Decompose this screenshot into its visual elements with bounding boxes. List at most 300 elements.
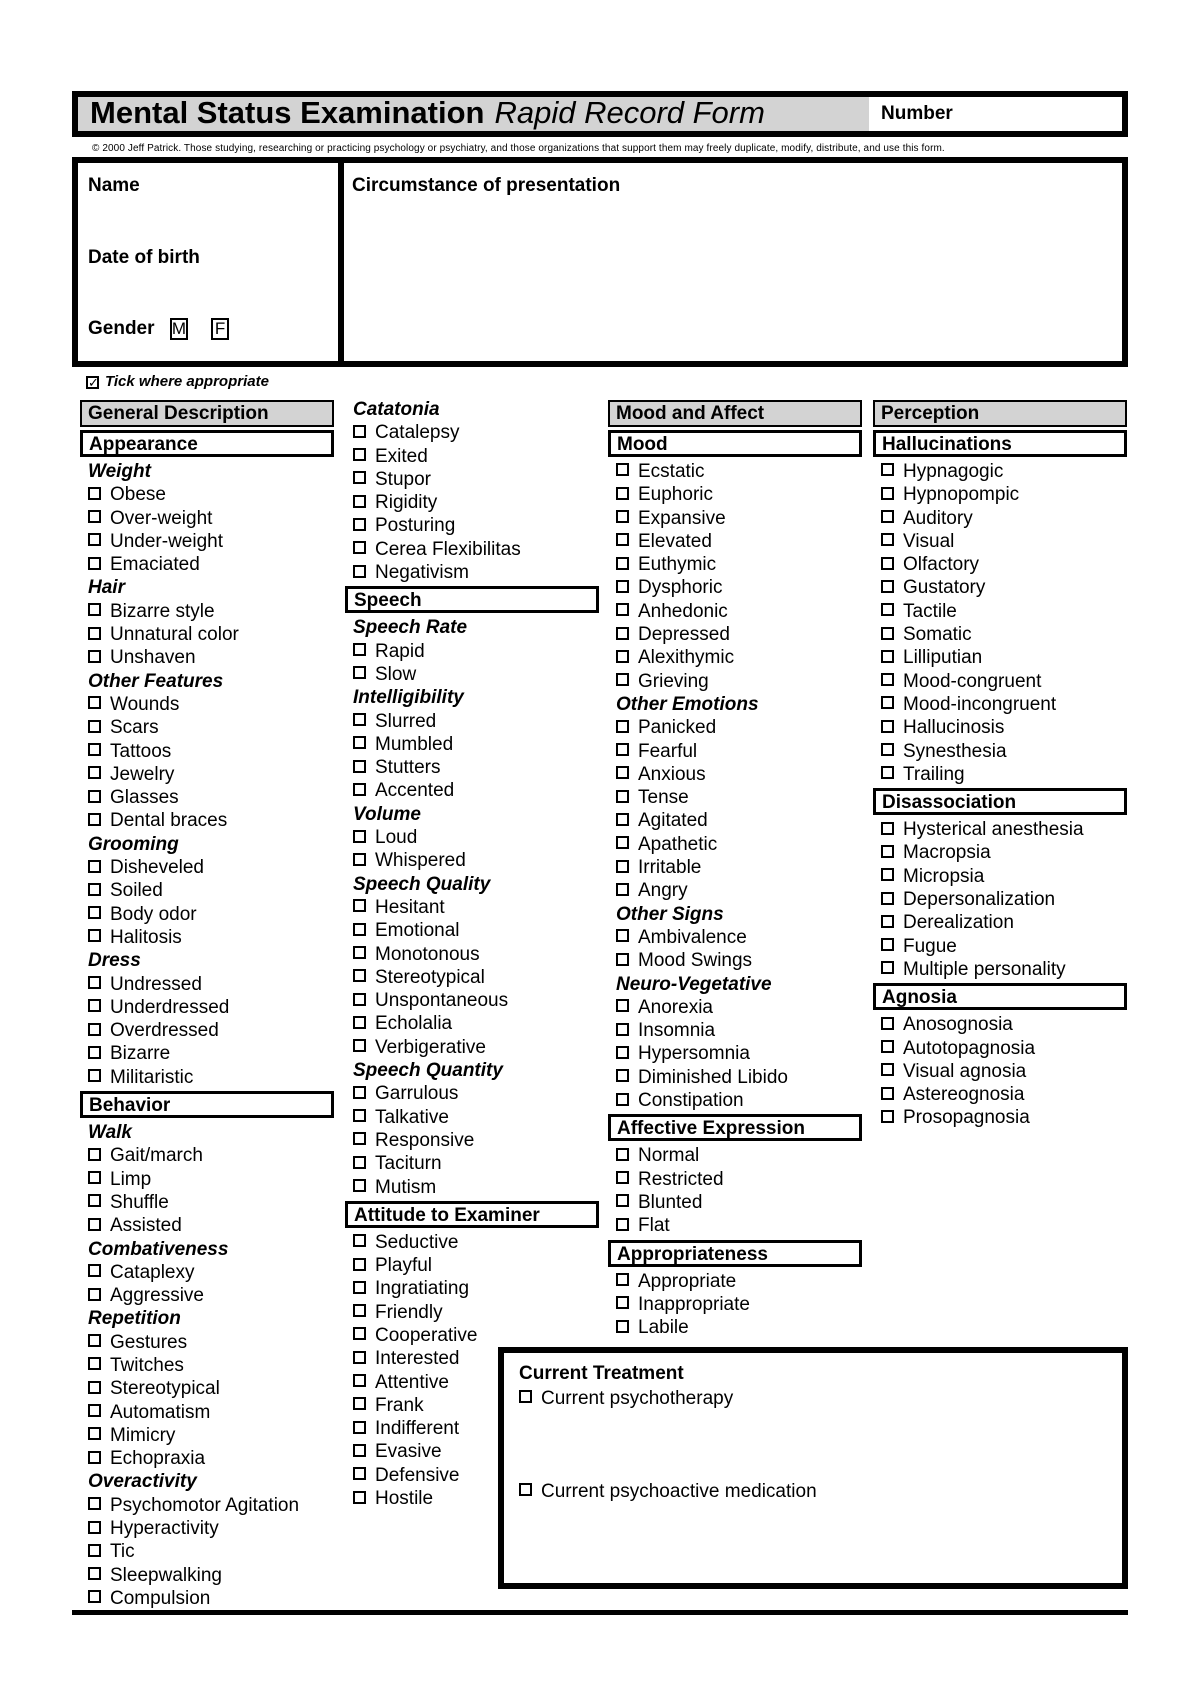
checklist-item-ingratiating[interactable]	[345, 1277, 599, 1300]
checkbox[interactable]	[616, 557, 629, 570]
checkbox[interactable]	[881, 938, 894, 951]
checkbox[interactable]	[88, 720, 101, 733]
checkbox[interactable]	[88, 1171, 101, 1184]
checkbox[interactable]	[353, 736, 366, 749]
checklist-item-over-weight[interactable]	[80, 507, 334, 530]
checkbox[interactable]	[353, 713, 366, 726]
checkbox[interactable]	[616, 1171, 629, 1184]
checklist-item-depersonalization[interactable]	[873, 888, 1127, 911]
item-label: Unspontaneous	[375, 990, 509, 1012]
checklist-item-undressed[interactable]	[80, 973, 334, 996]
checklist-item-olfactory[interactable]	[873, 553, 1127, 576]
checklist-item-blunted[interactable]	[608, 1191, 862, 1214]
checklist-item-angry[interactable]	[608, 879, 862, 902]
checklist-item-ecstatic[interactable]	[608, 460, 862, 483]
checklist-item-hesitant[interactable]	[345, 896, 599, 919]
checkbox[interactable]	[616, 813, 629, 826]
checklist-item-hyperactivity[interactable]	[80, 1517, 334, 1540]
checklist-item-unshaven[interactable]	[80, 646, 334, 669]
checklist-item-macropsia[interactable]	[873, 841, 1127, 864]
checklist-item-euphoric[interactable]	[608, 483, 862, 506]
item-label: Catalepsy	[375, 422, 460, 444]
checklist-item-mumbled[interactable]	[345, 733, 599, 756]
checklist-item-mood-incongruent[interactable]	[873, 693, 1127, 716]
checkbox[interactable]	[881, 868, 894, 881]
checklist-item-cataplexy[interactable]	[80, 1261, 334, 1284]
checklist-item-emaciated[interactable]	[80, 553, 334, 576]
checklist-item-multiple-personality[interactable]	[873, 958, 1127, 981]
checkbox[interactable]	[353, 760, 366, 773]
checkbox[interactable]	[88, 1544, 101, 1557]
checklist-item-loud[interactable]	[345, 826, 599, 849]
checklist-item-hysterical-anesthesia[interactable]	[873, 818, 1127, 841]
checklist-item-fearful[interactable]	[608, 740, 862, 763]
checklist-item-slow[interactable]	[345, 663, 599, 686]
checklist-item-disheveled[interactable]	[80, 856, 334, 879]
item-label: Synesthesia	[903, 740, 1007, 762]
checklist-item-accented[interactable]	[345, 779, 599, 802]
checklist-item-depressed[interactable]	[608, 623, 862, 646]
checkbox[interactable]	[616, 1296, 629, 1309]
checkbox[interactable]	[616, 1273, 629, 1286]
item-label: Unnatural color	[110, 624, 239, 646]
checkbox[interactable]	[881, 510, 894, 523]
checklist-item-automatism[interactable]	[80, 1401, 334, 1424]
checklist-item-expansive[interactable]	[608, 507, 862, 530]
item-label: Militaristic	[110, 1066, 194, 1088]
checklist-item-monotonous[interactable]	[345, 943, 599, 966]
checklist-item-inappropriate[interactable]	[608, 1293, 862, 1316]
checkbox[interactable]	[616, 1194, 629, 1207]
checklist-item-mood-swings[interactable]	[608, 949, 862, 972]
checklist-item-panicked[interactable]	[608, 716, 862, 739]
checklist-item-whispered[interactable]	[345, 849, 599, 872]
checklist-item-glasses[interactable]	[80, 786, 334, 809]
checkbox[interactable]	[616, 1320, 629, 1333]
checkbox[interactable]	[88, 743, 101, 756]
checklist-item-aggressive[interactable]	[80, 1284, 334, 1307]
checklist-item-appropriate[interactable]	[608, 1270, 862, 1293]
checklist-item-tactile[interactable]	[873, 600, 1127, 623]
checkbox[interactable]	[353, 666, 366, 679]
item-label: Tactile	[903, 600, 957, 622]
checklist-item-stereotypical[interactable]	[80, 1377, 334, 1400]
checklist-item-soiled[interactable]	[80, 879, 334, 902]
info-divider	[338, 163, 344, 361]
checkbox[interactable]	[353, 1156, 366, 1169]
checklist-item-echopraxia[interactable]	[80, 1447, 334, 1470]
checkbox[interactable]	[88, 1357, 101, 1370]
checkbox[interactable]	[88, 557, 101, 570]
checklist-item-shuffle[interactable]	[80, 1191, 334, 1214]
checkbox[interactable]	[88, 1264, 101, 1277]
checkbox[interactable]	[881, 892, 894, 905]
checklist-item-responsive[interactable]	[345, 1129, 599, 1152]
current-psychotherapy-item[interactable]	[519, 1388, 733, 1410]
checklist-item-stupor[interactable]	[345, 468, 599, 491]
checkbox[interactable]	[353, 946, 366, 959]
checkbox[interactable]	[88, 1590, 101, 1603]
checkbox[interactable]	[616, 790, 629, 803]
checkbox[interactable]	[616, 1148, 629, 1161]
checkbox[interactable]	[353, 1086, 366, 1099]
checkbox[interactable]	[88, 1497, 101, 1510]
checklist-item-talkative[interactable]	[345, 1106, 599, 1129]
checklist-item-unnatural-color[interactable]	[80, 623, 334, 646]
checkbox[interactable]	[353, 1179, 366, 1192]
checkbox[interactable]	[88, 1451, 101, 1464]
checkbox[interactable]	[88, 813, 101, 826]
item-label: Body odor	[110, 903, 197, 925]
checklist-item-flat[interactable]	[608, 1214, 862, 1237]
checklist-item-mutism[interactable]	[345, 1176, 599, 1199]
checklist-item-hypnopompic[interactable]	[873, 483, 1127, 506]
item-label: Mood Swings	[638, 950, 753, 972]
checklist-item-trailing[interactable]	[873, 763, 1127, 786]
checkbox[interactable]	[88, 976, 101, 989]
checklist-item-diminished-libido[interactable]	[608, 1066, 862, 1089]
checkbox[interactable]	[353, 448, 366, 461]
checkbox[interactable]	[881, 822, 894, 835]
checkbox[interactable]	[881, 961, 894, 974]
checklist-item-overdressed[interactable]	[80, 1019, 334, 1042]
checkbox[interactable]	[88, 1069, 101, 1082]
checkbox[interactable]	[88, 1148, 101, 1161]
checklist-item-euthymic[interactable]	[608, 553, 862, 576]
checkbox[interactable]	[88, 1521, 101, 1534]
item-label: Somatic	[903, 624, 972, 646]
checkbox[interactable]	[353, 471, 366, 484]
subheading-volume: Volume	[353, 803, 421, 825]
checkbox[interactable]	[88, 1334, 101, 1347]
checkbox[interactable]	[88, 906, 101, 919]
checkbox[interactable]	[616, 860, 629, 873]
checkbox[interactable]	[88, 627, 101, 640]
column-perception	[873, 398, 1127, 1130]
checklist-item-fugue[interactable]	[873, 935, 1127, 958]
checkbox[interactable]	[88, 1218, 101, 1231]
checklist-item-prosopagnosia[interactable]	[873, 1106, 1127, 1129]
checkbox[interactable]	[616, 627, 629, 640]
checkbox[interactable]	[88, 1404, 101, 1417]
checklist-item-assisted[interactable]	[80, 1214, 334, 1237]
checkbox[interactable]	[353, 830, 366, 843]
checklist-item-dental-braces[interactable]	[80, 809, 334, 832]
checkbox[interactable]	[353, 969, 366, 982]
checklist-item-halitosis[interactable]	[80, 926, 334, 949]
checkbox[interactable]	[881, 1063, 894, 1076]
checkbox[interactable]	[353, 1444, 366, 1457]
checkbox[interactable]	[88, 929, 101, 942]
checkbox[interactable]	[353, 541, 366, 554]
checkbox[interactable]	[88, 790, 101, 803]
checkbox[interactable]	[88, 999, 101, 1012]
checkbox[interactable]	[353, 1327, 366, 1340]
checkbox[interactable]	[353, 899, 366, 912]
subheading-other-signs: Other Signs	[616, 903, 724, 925]
checkbox[interactable]	[88, 650, 101, 663]
checklist-item-insomnia[interactable]	[608, 1019, 862, 1042]
checklist-item-cerea-flexibilitas[interactable]	[345, 538, 599, 561]
checkbox[interactable]	[616, 463, 629, 476]
checkbox[interactable]	[616, 953, 629, 966]
checklist-item-stutters[interactable]	[345, 756, 599, 779]
checklist-item-somatic[interactable]	[873, 623, 1127, 646]
checklist-item-gait-march[interactable]	[80, 1144, 334, 1167]
checkbox[interactable]	[616, 580, 629, 593]
checklist-item-mood-congruent[interactable]	[873, 670, 1127, 693]
checklist-item-auditory[interactable]	[873, 507, 1127, 530]
checkbox[interactable]	[881, 1110, 894, 1123]
checklist-item-exited[interactable]	[345, 445, 599, 468]
checklist-item-wounds[interactable]	[80, 693, 334, 716]
checklist-item-verbigerative[interactable]	[345, 1036, 599, 1059]
checkbox[interactable]	[88, 1194, 101, 1207]
checkbox[interactable]	[353, 1281, 366, 1294]
checkbox[interactable]	[519, 1483, 532, 1496]
item-label: Hypnagogic	[903, 461, 1004, 482]
checklist-item-tattoos[interactable]	[80, 740, 334, 763]
checklist-item-seductive[interactable]	[345, 1231, 599, 1254]
checklist-item-rapid[interactable]	[345, 640, 599, 663]
item-label: Cataplexy	[110, 1261, 195, 1283]
item-label: Olfactory	[903, 554, 980, 576]
checkbox[interactable]	[88, 487, 101, 500]
checklist-item-tic[interactable]	[80, 1540, 334, 1563]
checkbox[interactable]	[881, 766, 894, 779]
checkbox[interactable]	[881, 487, 894, 500]
checklist-item-ambivalence[interactable]	[608, 926, 862, 949]
checkbox[interactable]	[616, 743, 629, 756]
checkbox[interactable]	[353, 425, 366, 438]
checklist-item-autotopagnosia[interactable]	[873, 1037, 1127, 1060]
checkbox[interactable]	[353, 1258, 366, 1271]
checklist-item-underdressed[interactable]	[80, 996, 334, 1019]
current-medication-item[interactable]	[519, 1481, 817, 1503]
checklist-item-anosognosia[interactable]	[873, 1013, 1127, 1036]
checkbox[interactable]	[616, 487, 629, 500]
checkbox[interactable]	[88, 1023, 101, 1036]
checklist-item-slurred[interactable]	[345, 710, 599, 733]
checkbox[interactable]	[881, 743, 894, 756]
checkbox[interactable]	[881, 627, 894, 640]
checkbox[interactable]	[88, 883, 101, 896]
checklist-item-anhedonic[interactable]	[608, 600, 862, 623]
checklist-item-psychomotor-agitation[interactable]	[80, 1494, 334, 1517]
checkbox[interactable]	[353, 518, 366, 531]
checklist-item-compulsion[interactable]	[80, 1587, 334, 1610]
checklist-item-normal[interactable]	[608, 1144, 862, 1167]
checkbox[interactable]	[616, 999, 629, 1012]
checkbox[interactable]	[353, 783, 366, 796]
checkbox[interactable]	[519, 1390, 532, 1403]
checklist-item-friendly[interactable]	[345, 1301, 599, 1324]
checklist-item-jewelry[interactable]	[80, 763, 334, 786]
checklist-item-rigidity[interactable]	[345, 491, 599, 514]
checkbox[interactable]	[616, 1023, 629, 1036]
checkbox[interactable]	[353, 565, 366, 578]
checklist-item-echolalia[interactable]	[345, 1012, 599, 1035]
checklist-item-dysphoric[interactable]	[608, 576, 862, 599]
checklist-item-hypersomnia[interactable]	[608, 1042, 862, 1065]
checkbox[interactable]	[616, 673, 629, 686]
item-label: Visual agnosia	[903, 1060, 1027, 1082]
checklist-item-anorexia[interactable]	[608, 996, 862, 1019]
checkbox[interactable]	[881, 650, 894, 663]
checklist-item-posturing[interactable]	[345, 514, 599, 537]
checkbox[interactable]	[88, 860, 101, 873]
checkbox[interactable]	[88, 1381, 101, 1394]
checklist-item-bizarre[interactable]	[80, 1042, 334, 1065]
checklist-item-negativism[interactable]	[345, 561, 599, 584]
checklist-item-hallucinosis[interactable]	[873, 716, 1127, 739]
checkbox[interactable]	[353, 1109, 366, 1122]
checklist-item-micropsia[interactable]	[873, 865, 1127, 888]
checklist-item-grieving[interactable]	[608, 670, 862, 693]
checkbox[interactable]	[616, 929, 629, 942]
checkbox[interactable]	[88, 1046, 101, 1059]
checklist-item-militaristic[interactable]	[80, 1066, 334, 1089]
checkbox[interactable]	[88, 603, 101, 616]
gender-m-checkbox[interactable]: M	[171, 319, 186, 338]
checkbox[interactable]	[353, 1374, 366, 1387]
checkbox[interactable]	[616, 1093, 629, 1106]
item-label: Emotional	[375, 920, 460, 942]
checkbox[interactable]	[881, 463, 894, 476]
subheading-repetition: Repetition	[88, 1308, 181, 1330]
checklist-item-mimicry[interactable]	[80, 1424, 334, 1447]
checkbox[interactable]	[881, 1017, 894, 1030]
checklist-item-sleepwalking[interactable]	[80, 1564, 334, 1587]
checkbox[interactable]	[353, 923, 366, 936]
checklist-item-visual-agnosia[interactable]	[873, 1060, 1127, 1083]
checklist-item-bizarre-style[interactable]	[80, 600, 334, 623]
checklist-item-synesthesia[interactable]	[873, 740, 1127, 763]
checkbox[interactable]	[88, 766, 101, 779]
checklist-item-gustatory[interactable]	[873, 576, 1127, 599]
checkbox[interactable]	[353, 1039, 366, 1052]
subheading-intelligibility: Intelligibility	[353, 687, 464, 709]
item-label: Friendly	[375, 1301, 443, 1323]
checklist-item-visual[interactable]	[873, 530, 1127, 553]
checklist-item-body-odor[interactable]	[80, 903, 334, 926]
checkbox[interactable]	[616, 510, 629, 523]
subheading-grooming: Grooming	[88, 833, 179, 855]
checklist-item-apathetic[interactable]	[608, 833, 862, 856]
checkbox[interactable]	[881, 915, 894, 928]
checklist-item-twitches[interactable]	[80, 1354, 334, 1377]
checkbox[interactable]	[616, 836, 629, 849]
checklist-item-cooperative[interactable]	[345, 1324, 599, 1347]
item-label: Current psychoactive medication	[541, 1481, 817, 1502]
checkbox[interactable]	[353, 1016, 366, 1029]
checklist-item-agitated[interactable]	[608, 809, 862, 832]
checkbox[interactable]	[353, 495, 366, 508]
checkbox[interactable]	[881, 580, 894, 593]
checklist-item-limp[interactable]	[80, 1168, 334, 1191]
checkbox[interactable]	[616, 1069, 629, 1082]
checklist-item-scars[interactable]	[80, 716, 334, 739]
checkbox[interactable]	[616, 883, 629, 896]
checkbox[interactable]	[353, 1491, 366, 1504]
item-label: Shuffle	[110, 1191, 169, 1213]
checklist-item-astereognosia[interactable]	[873, 1083, 1127, 1106]
checkbox[interactable]	[353, 1397, 366, 1410]
checkbox[interactable]	[616, 766, 629, 779]
checkbox[interactable]	[353, 1421, 366, 1434]
checklist-item-taciturn[interactable]	[345, 1152, 599, 1175]
item-label: Hostile	[375, 1488, 434, 1510]
checkbox[interactable]	[616, 650, 629, 663]
checkbox[interactable]	[353, 643, 366, 656]
checkbox[interactable]	[881, 720, 894, 733]
checkbox[interactable]	[616, 720, 629, 733]
checklist-item-derealization[interactable]	[873, 911, 1127, 934]
checkbox[interactable]	[616, 1218, 629, 1231]
checklist-item-playful[interactable]	[345, 1254, 599, 1277]
checkbox[interactable]	[353, 1351, 366, 1364]
checklist-item-tense[interactable]	[608, 786, 862, 809]
checkbox[interactable]	[881, 1040, 894, 1053]
checkbox[interactable]	[881, 696, 894, 709]
checklist-item-elevated[interactable]	[608, 530, 862, 553]
checklist-item-anxious[interactable]	[608, 763, 862, 786]
checklist-item-catalepsy[interactable]	[345, 421, 599, 444]
checklist-item-unspontaneous[interactable]	[345, 989, 599, 1012]
checkbox[interactable]	[88, 1567, 101, 1580]
checklist-item-emotional[interactable]	[345, 919, 599, 942]
section-header-general-description: General Description	[80, 400, 334, 427]
checklist-item-gestures[interactable]	[80, 1331, 334, 1354]
checkbox[interactable]	[353, 1304, 366, 1317]
checkbox[interactable]	[353, 1467, 366, 1480]
checkbox[interactable]	[353, 1132, 366, 1145]
checkbox[interactable]	[616, 1046, 629, 1059]
checkbox[interactable]	[881, 603, 894, 616]
checkbox[interactable]	[88, 1288, 101, 1301]
checkbox[interactable]	[616, 603, 629, 616]
checkbox[interactable]	[353, 853, 366, 866]
item-label: Jewelry	[110, 763, 175, 785]
checkbox[interactable]	[881, 845, 894, 858]
checklist-item-stereotypical[interactable]	[345, 966, 599, 989]
checkbox[interactable]	[881, 533, 894, 546]
checklist-item-irritable[interactable]	[608, 856, 862, 879]
checklist-item-alexithymic[interactable]	[608, 646, 862, 669]
checklist-item-restricted[interactable]	[608, 1168, 862, 1191]
gender-f-checkbox[interactable]: F	[211, 318, 229, 340]
checkbox[interactable]	[88, 533, 101, 546]
checkbox[interactable]	[616, 533, 629, 546]
checklist-item-under-weight[interactable]	[80, 530, 334, 553]
checkbox[interactable]	[353, 993, 366, 1006]
checkbox[interactable]	[881, 1087, 894, 1100]
checklist-item-lilliputian[interactable]	[873, 646, 1127, 669]
checklist-item-hypnagogic[interactable]	[873, 460, 1127, 483]
checklist-item-constipation[interactable]	[608, 1089, 862, 1112]
checkbox[interactable]	[88, 1427, 101, 1440]
checklist-item-labile[interactable]	[608, 1316, 862, 1339]
checklist-item-obese[interactable]	[80, 483, 334, 506]
checkbox[interactable]	[88, 696, 101, 709]
checkbox[interactable]	[353, 1234, 366, 1247]
item-label: Posturing	[375, 515, 456, 537]
checkbox[interactable]	[88, 510, 101, 523]
item-label: Restricted	[638, 1168, 724, 1190]
checkbox[interactable]	[881, 557, 894, 570]
checkbox[interactable]	[881, 673, 894, 686]
checklist-item-garrulous[interactable]	[345, 1082, 599, 1105]
